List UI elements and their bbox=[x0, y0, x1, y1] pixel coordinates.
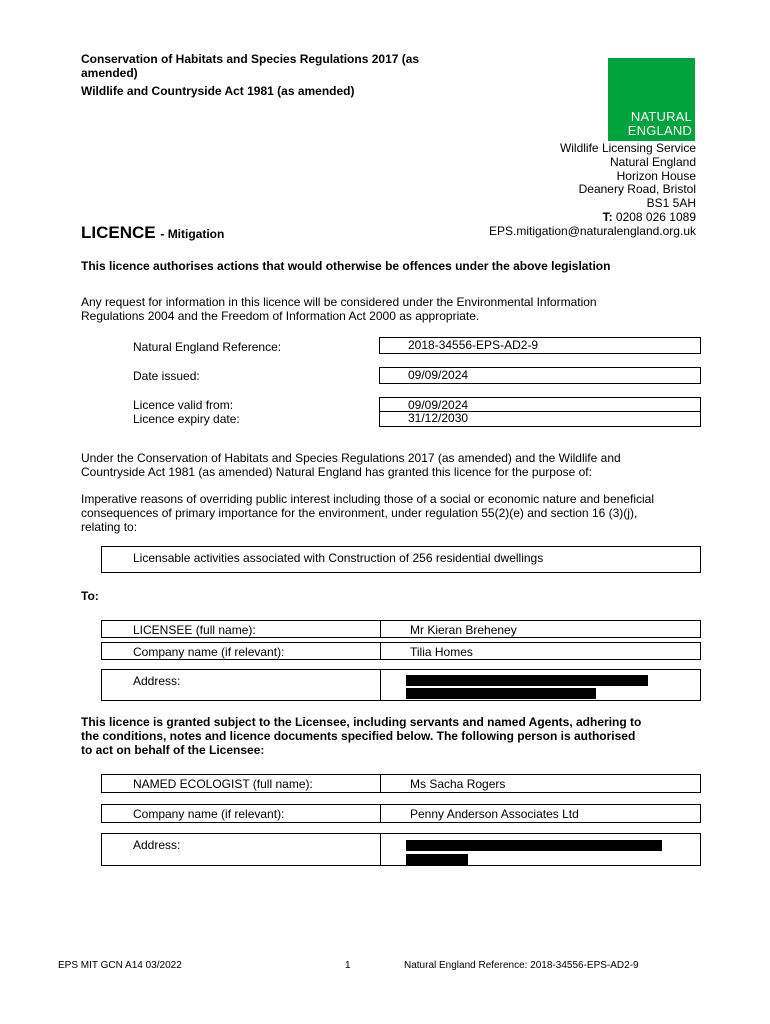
granted-line-1: This licence is granted subject to the Licensee, including servants and named Agents, adhering to bbox=[81, 715, 642, 729]
info-request-line-2: Regulations 2004 and the Freedom of Information Act 2000 as appropriate. bbox=[81, 309, 480, 323]
purpose-intro-line-1: Under the Conservation of Habitats and Species Regulations 2017 (as amended) and the Wildlife and bbox=[81, 451, 621, 465]
ecologist-name-row bbox=[101, 774, 701, 793]
contact-building: Horizon House bbox=[616, 168, 696, 183]
purpose-line-3: relating to: bbox=[81, 520, 138, 534]
granted-statement bbox=[81, 715, 701, 757]
contact-service: Wildlife Licensing Service bbox=[559, 141, 696, 155]
ecologist-company-row bbox=[101, 804, 701, 823]
reference-label: Natural England Reference: bbox=[133, 340, 282, 354]
ecologist-name-value: Ms Sacha Rogers bbox=[410, 777, 506, 791]
contact-street: Deanery Road, Bristol bbox=[578, 182, 696, 197]
authorises-statement: This licence authorises actions that would otherwise be offences under the above legislation bbox=[81, 259, 611, 273]
ecologist-name-label: NAMED ECOLOGIST (full name): bbox=[133, 777, 313, 791]
redaction-bar bbox=[406, 688, 596, 699]
expiry-label: Licence expiry date: bbox=[133, 412, 240, 426]
contact-email: EPS.mitigation@naturalengland.org.uk bbox=[489, 223, 696, 238]
licence-title bbox=[81, 223, 224, 243]
date-issued-label: Date issued: bbox=[133, 369, 200, 383]
info-request-line-1: Any request for information in this licence will be considered under the Environmental Information bbox=[81, 295, 597, 309]
licensee-address-label: Address: bbox=[133, 674, 181, 688]
reference-value-box bbox=[379, 337, 701, 354]
logo-text-natural: NATURAL bbox=[630, 109, 692, 124]
footer-page-number: 1 bbox=[345, 960, 351, 971]
footer-reference: Natural England Reference: 2018-34556-EPS-AD2-9 bbox=[404, 960, 639, 971]
contact-phone-row bbox=[489, 211, 696, 225]
activity-box bbox=[101, 546, 701, 573]
purpose-intro-line-2: Countryside Act 1981 (as amended) Natural England has granted this licence for the purpose of: bbox=[81, 465, 592, 479]
phone-number: 0208 026 1089 bbox=[615, 209, 696, 224]
licensee-name-row bbox=[101, 620, 701, 638]
granted-line-3: to act on behalf of the Licensee: bbox=[81, 743, 265, 757]
ecologist-company-value: Penny Anderson Associates Ltd bbox=[410, 807, 579, 821]
date-issued-value: 09/09/2024 bbox=[408, 368, 469, 382]
logo-text-england: ENGLAND bbox=[627, 123, 692, 138]
expiry-value: 31/12/2030 bbox=[408, 411, 469, 425]
purpose-intro bbox=[81, 451, 701, 479]
contact-postcode: BS1 5AH bbox=[646, 196, 696, 211]
redaction-bar bbox=[406, 854, 468, 865]
contact-block bbox=[489, 142, 696, 239]
info-request-paragraph bbox=[81, 295, 701, 323]
licensee-name-label: LICENSEE (full name): bbox=[133, 623, 256, 637]
licensee-company-value: Tilia Homes bbox=[410, 645, 473, 659]
purpose-line-2: consequences of primary importance for the environment, under regulation 55(2)(e) and section 16 (3)(j), bbox=[81, 506, 638, 520]
contact-org: Natural England bbox=[609, 154, 696, 169]
validity-box bbox=[379, 397, 701, 427]
purpose-line-1: Imperative reasons of overriding public interest including those of a social or economic nature and beneficial bbox=[81, 492, 654, 506]
valid-from-value: 09/09/2024 bbox=[408, 398, 469, 412]
licence-title-main: LICENCE bbox=[81, 223, 156, 242]
natural-england-logo bbox=[608, 58, 695, 141]
footer-form-code: EPS MIT GCN A14 03/2022 bbox=[58, 960, 182, 971]
ecologist-company-label: Company name (if relevant): bbox=[133, 807, 285, 821]
redaction-bar bbox=[406, 675, 648, 686]
licensee-company-label: Company name (if relevant): bbox=[133, 645, 285, 659]
licence-title-sub: - Mitigation bbox=[160, 227, 225, 241]
valid-from-label: Licence valid from: bbox=[133, 398, 234, 412]
ecologist-address-label: Address: bbox=[133, 838, 181, 852]
date-issued-box bbox=[379, 367, 701, 384]
legislation-line-1: Conservation of Habitats and Species Regulations 2017 (as bbox=[81, 52, 420, 66]
purpose-paragraph bbox=[81, 492, 721, 534]
granted-line-2: the conditions, notes and licence documents specified below. The following person is authorised bbox=[81, 729, 636, 743]
redaction-bar bbox=[406, 840, 662, 851]
licensee-company-row bbox=[101, 642, 701, 660]
reference-value: 2018-34556-EPS-AD2-9 bbox=[408, 338, 539, 352]
legislation-line-3: Wildlife and Countryside Act 1981 (as amended) bbox=[81, 84, 355, 98]
phone-label: T: bbox=[602, 209, 613, 224]
activity-text: Licensable activities associated with Construction of 256 residential dwellings bbox=[133, 551, 544, 565]
legislation-line-2: amended) bbox=[81, 66, 138, 80]
to-label: To: bbox=[81, 589, 99, 603]
licensee-name-value: Mr Kieran Breheney bbox=[410, 623, 517, 637]
